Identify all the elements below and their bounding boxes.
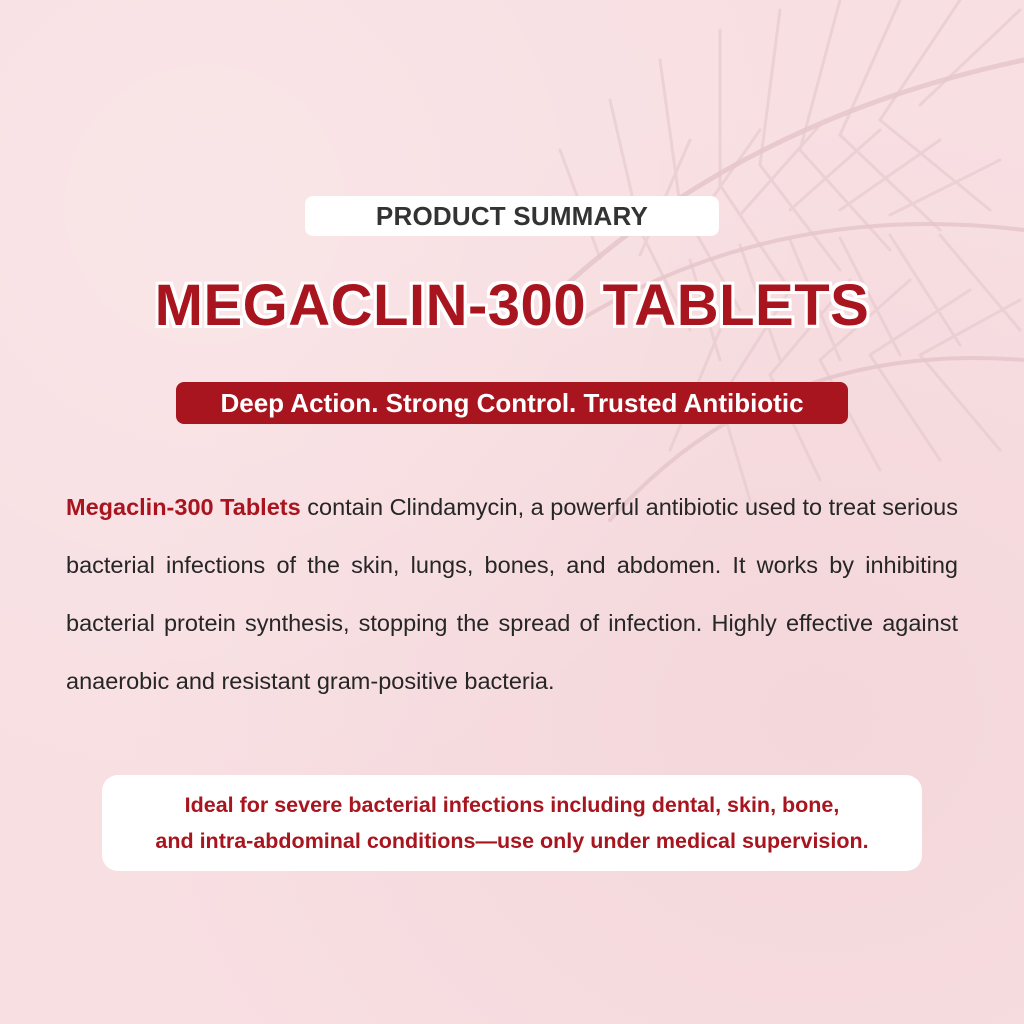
product-summary-text: PRODUCT SUMMARY [375, 200, 649, 231]
tagline-banner [176, 382, 848, 424]
description-brand: Megaclin-300 Tablets [66, 494, 301, 520]
tagline-text: Deep Action. Strong Control. Trusted Antibiotic [220, 387, 804, 418]
product-description [66, 478, 958, 710]
product-summary-label [305, 196, 719, 236]
usage-note-line-1: Ideal for severe bacterial infections including dental, skin, bone, [184, 793, 840, 817]
product-title: MEGACLIN-300 TABLETS [154, 273, 870, 338]
usage-note [102, 775, 922, 871]
description-text: contain Clindamycin, a powerful antibiotic used to treat serious bacterial infections of the skin, lungs, bones, and abdomen. It works by inhibiting bacterial protein synthesis, stopping the spread of infection. Highly effective against anaerobic and resistant gram-positive bacteria. [66, 494, 958, 694]
usage-note-line-2: and intra-abdominal conditions—use only under medical supervision. [155, 829, 869, 853]
